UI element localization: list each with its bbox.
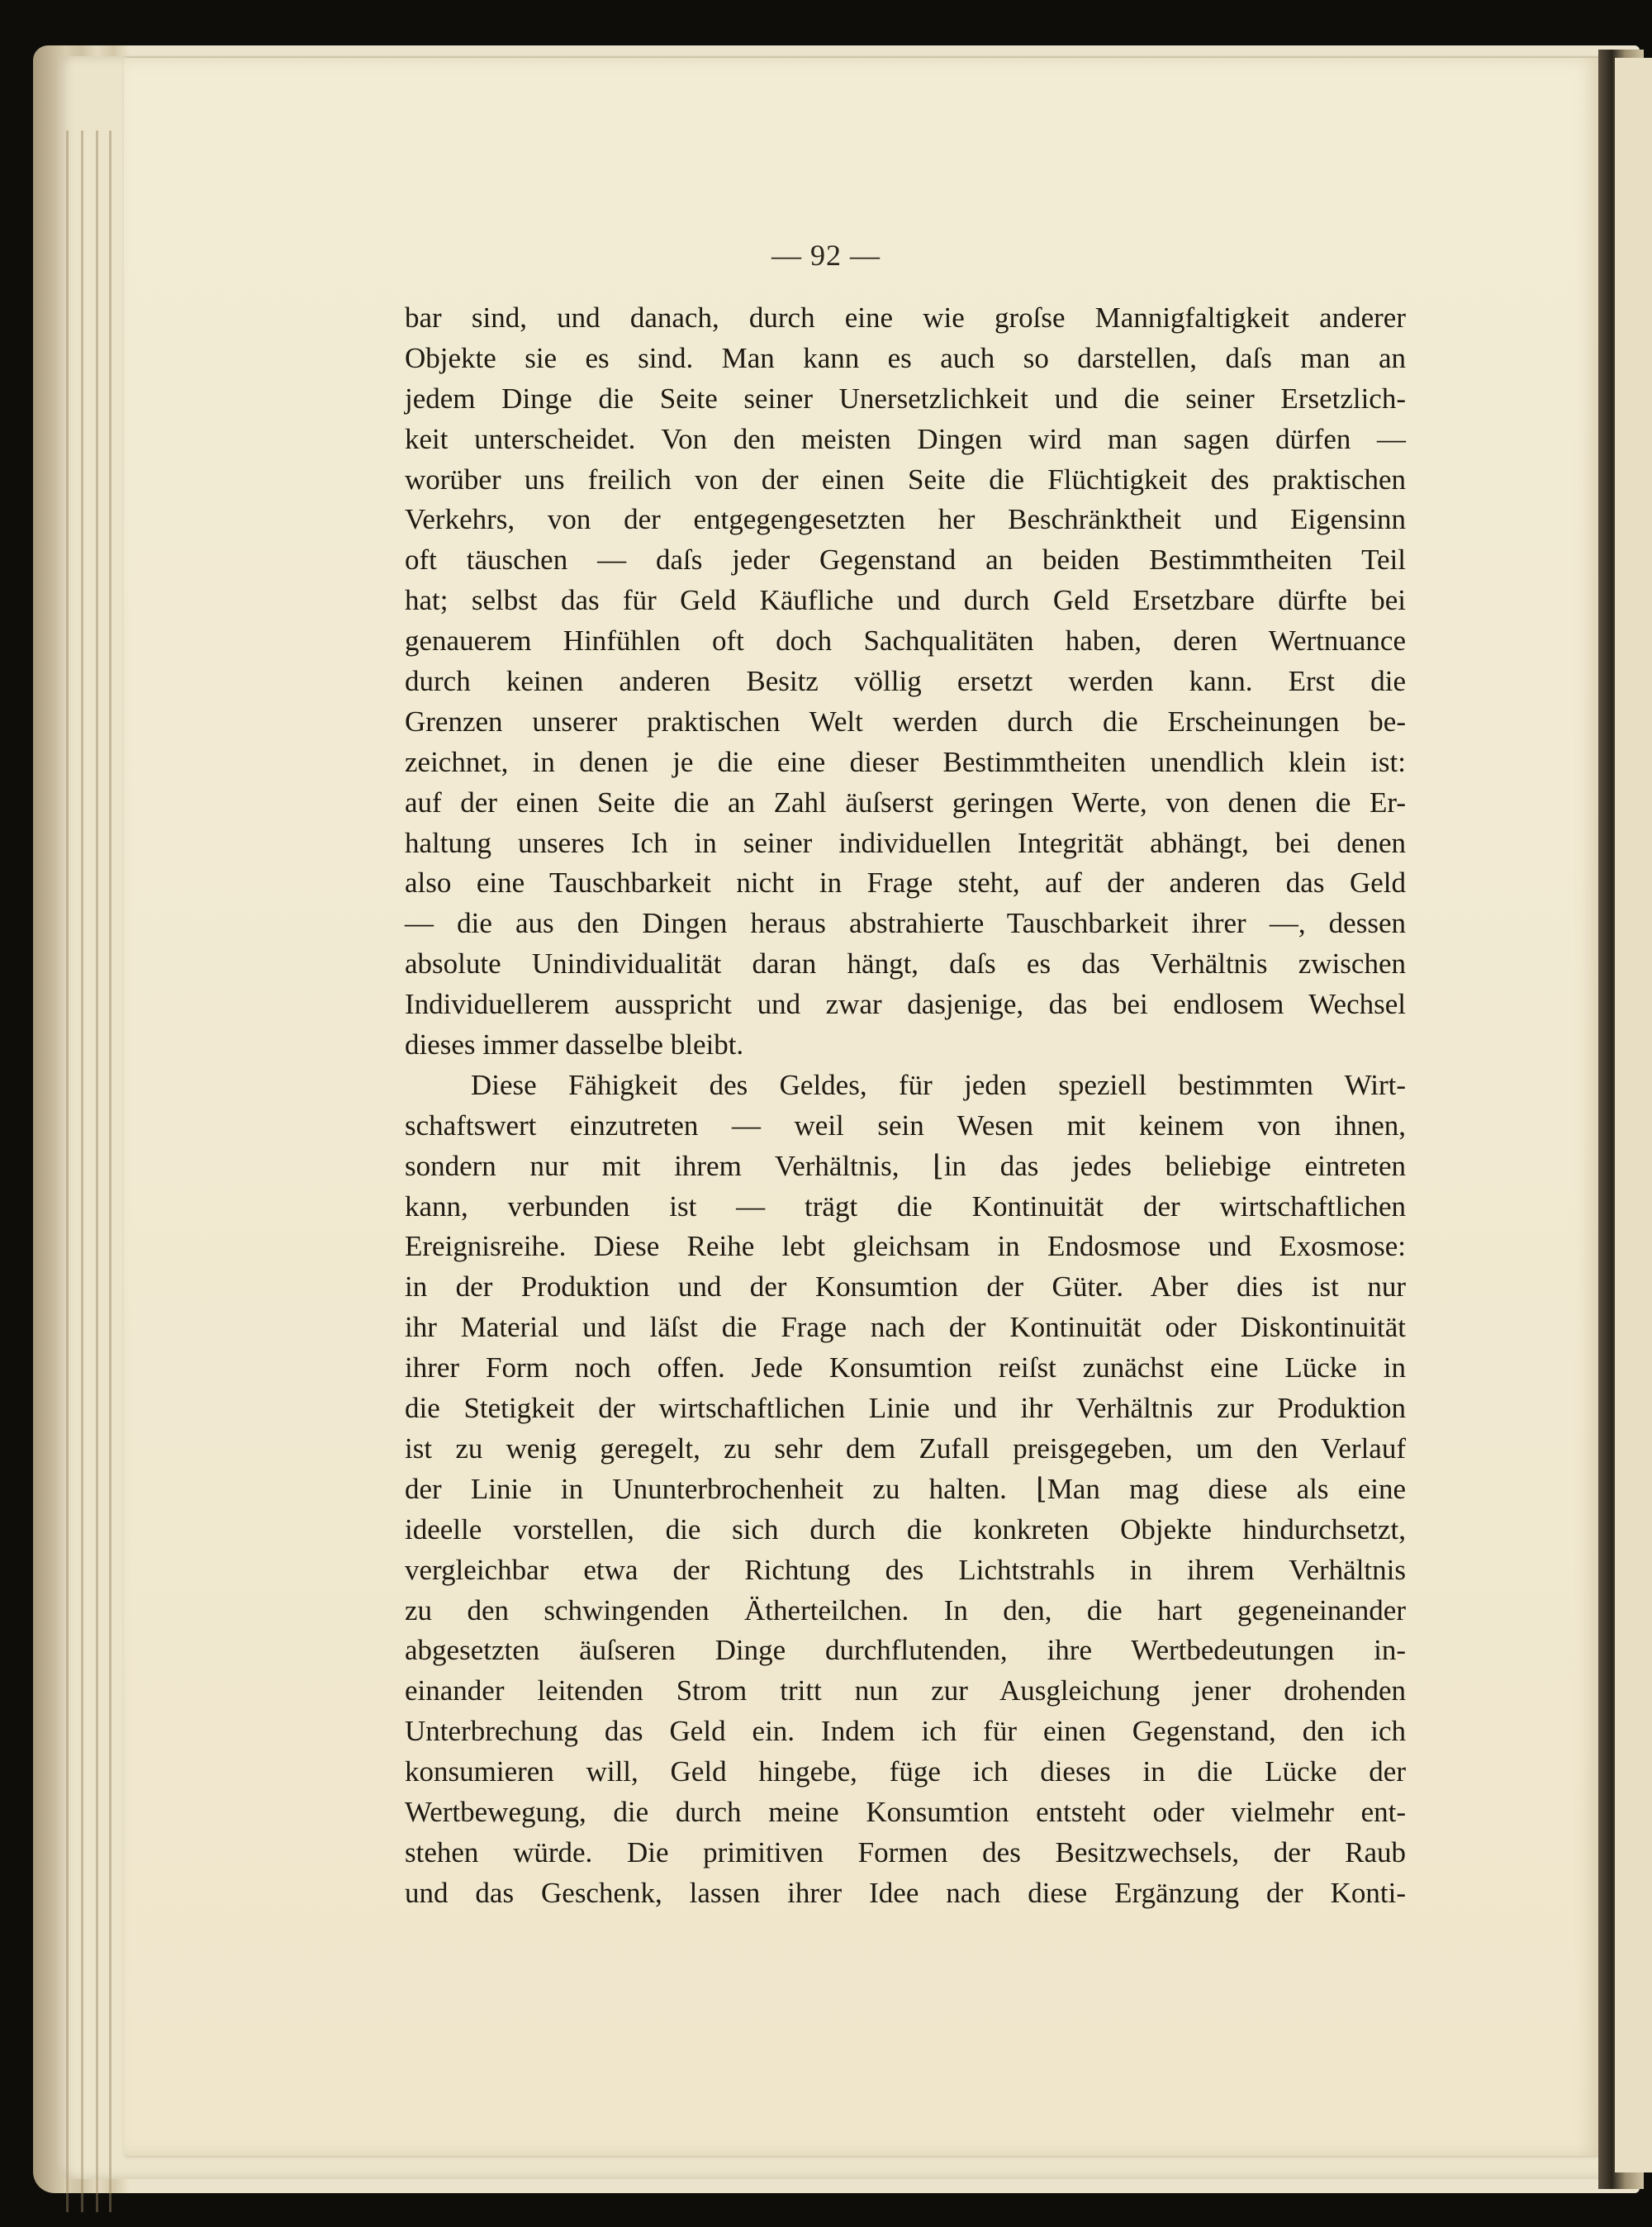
- text-line: worüber uns freilich von der einen Seite die Flüchtigkeit des praktischen: [405, 463, 1406, 496]
- text-line: durch keinen anderen Besitz völlig ersetzt werden kann. Erst die: [405, 665, 1406, 698]
- text-line: hat; selbst das für Geld Käufliche und durch Geld Ersetzbare dürfte bei: [405, 584, 1406, 617]
- page-number: — 92 —: [771, 239, 881, 272]
- text-line: haltung unseres Ich in seiner individuellen Integrität abhängt, bei denen: [405, 826, 1406, 859]
- text-line: konsumieren will, Geld hingebe, füge ich dieses in die Lücke der: [405, 1755, 1406, 1788]
- text-line: vergleichbar etwa der Richtung des Lichtstrahls in ihrem Verhältnis: [405, 1553, 1406, 1586]
- text-line: ideelle vorstellen, die sich durch die konkreten Objekte hindurchsetzt,: [405, 1512, 1406, 1546]
- text-line: kann, verbunden ist — trägt die Kontinuität der wirtschaftlichen: [405, 1189, 1406, 1223]
- text-line: — die aus den Dingen heraus abstrahierte Tauschbarkeit ihrer —, dessen: [405, 907, 1406, 940]
- text-line: und das Geschenk, lassen ihrer Idee nach diese Ergänzung der Konti-: [405, 1876, 1406, 1909]
- text-line: sondern nur mit ihrem Verhältnis, ⌊in das jedes beliebige eintreten: [405, 1149, 1406, 1182]
- text-line: auf der einen Seite die an Zahl äuſserst geringen Werte, von denen die Er-: [405, 786, 1406, 819]
- page-edge-line: [109, 131, 112, 2212]
- text-line: in der Produktion und der Konsumtion der Güter. Aber dies ist nur: [405, 1270, 1406, 1303]
- text-line: Grenzen unserer praktischen Welt werden durch die Erscheinungen be-: [405, 705, 1406, 738]
- text-line: bar sind, und danach, durch eine wie groſse Mannigfaltigkeit anderer: [405, 302, 1406, 334]
- text-line: genauerem Hinfühlen oft doch Sachqualitäten haben, deren Wertnuance: [405, 624, 1406, 658]
- body-text: [405, 298, 1406, 1914]
- text-line: oft täuschen — daſs jeder Gegenstand an beiden Bestimmtheiten Teil: [405, 544, 1406, 577]
- text-line: zu den schwingenden Ätherteilchen. In den, die hart gegeneinander: [405, 1593, 1406, 1626]
- text-line: stehen würde. Die primitiven Formen des Besitzwechsels, der Raub: [405, 1835, 1406, 1868]
- text-line: die Stetigkeit der wirtschaftlichen Linie und ihr Verhältnis zur Produktion: [405, 1392, 1406, 1425]
- text-line: jedem Dinge die Seite seiner Unersetzlichkeit und die seiner Ersetzlich-: [405, 382, 1406, 415]
- text-line: Objekte sie es sind. Man kann es auch so darstellen, daſs man an: [405, 341, 1406, 374]
- text-line: ihr Material und läſst die Frage nach der Kontinuität oder Diskontinuität: [405, 1311, 1406, 1344]
- text-line: abgesetzten äuſseren Dinge durchflutenden, ihre Wertbedeutungen in-: [405, 1634, 1406, 1667]
- text-line: dieses immer dasselbe bleibt.: [405, 1028, 744, 1061]
- page-edge-line: [66, 131, 69, 2212]
- text-line: einander leitenden Strom tritt nun zur Ausgleichung jener drohenden: [405, 1674, 1406, 1707]
- text-line: absolute Unindividualität daran hängt, daſs es das Verhältnis zwischen: [405, 947, 1406, 981]
- text-line: ihrer Form noch offen. Jede Konsumtion reiſst zunächst eine Lücke in: [405, 1351, 1406, 1384]
- text-line: also eine Tauschbarkeit nicht in Frage steht, auf der anderen das Geld: [405, 867, 1406, 900]
- text-line: Diese Fähigkeit des Geldes, für jeden speziell bestimmten Wirt-: [471, 1068, 1406, 1101]
- text-line: schaftswert einzutreten — weil sein Wesen mit keinem von ihnen,: [405, 1109, 1406, 1142]
- text-line: keit unterscheidet. Von den meisten Dingen wird man sagen dürfen —: [405, 422, 1406, 455]
- text-line: Verkehrs, von der entgegengesetzten her Beschränktheit und Eigensinn: [405, 503, 1406, 536]
- page-edge-line: [81, 131, 83, 2212]
- facing-page-edge: [1615, 58, 1652, 2172]
- text-line: der Linie in Ununterbrochenheit zu halten. ⌊Man mag diese als eine: [405, 1472, 1406, 1505]
- text-line: Ereignisreihe. Diese Reihe lebt gleichsam in Endosmose und Exosmose:: [405, 1230, 1406, 1263]
- text-line: Individuellerem ausspricht und zwar dasjenige, das bei endlosem Wechsel: [405, 988, 1406, 1021]
- text-line: zeichnet, in denen je die eine dieser Bestimmtheiten unendlich klein ist:: [405, 745, 1406, 778]
- text-line: ist zu wenig geregelt, zu sehr dem Zufall preisgegeben, um den Verlauf: [405, 1432, 1406, 1465]
- page-edge-line: [96, 131, 98, 2212]
- text-line: Unterbrechung das Geld ein. Indem ich für einen Gegenstand, den ich: [405, 1715, 1406, 1748]
- text-line: Wertbewegung, die durch meine Konsumtion entsteht oder vielmehr ent-: [405, 1795, 1406, 1828]
